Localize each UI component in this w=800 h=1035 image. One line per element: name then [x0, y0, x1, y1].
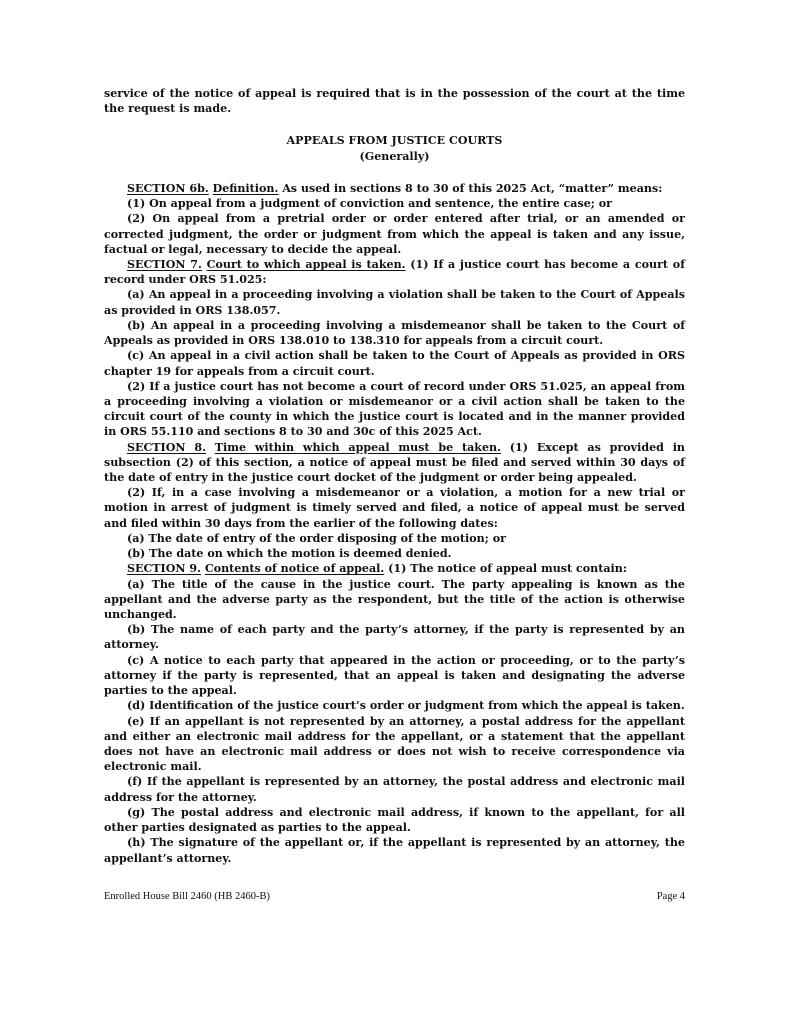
section-item: (g) The postal address and electronic mail address, if known to the appellant, for all other parties designated as parties to the appeal. — [104, 805, 685, 835]
section-item: (c) A notice to each party that appeared in the action or proceeding, or to the party’s attorney if the party is represented, that an appeal is taken and designating the adverse parties to the appeal. — [104, 653, 685, 698]
section-text: As used in sections 8 to 30 of this 2025 Act, “matter” means: — [282, 181, 663, 195]
section-item: (h) The signature of the appellant or, if the appellant is represented by an attorney, the appellant’s attorney. — [104, 836, 685, 865]
section-item: (b) An appeal in a proceeding involving a misdemeanor shall be taken to the Court of Appeals as provided in ORS 138.010 to 138.310 for appeals from a circuit court. — [104, 318, 685, 348]
section-item: (b) The date on which the motion is deemed denied. — [127, 547, 452, 561]
section-9 — [104, 561, 685, 576]
section-item: (a) An appeal in a proceeding involving a violation shall be taken to the Court of Appeals as provided in ORS 138.057. — [104, 288, 685, 317]
section-7 — [104, 257, 685, 287]
section-item: (e) If an appellant is not represented by an attorney, a postal address for the appellant and either an electronic mail address for the appellant, or a statement that the appellant does not have an electronic mail address or does not wish to receive correspondence via electronic mail. — [104, 714, 685, 774]
section-item: (d) Identification of the justice court’s order or judgment from which the appeal is taken. — [127, 699, 685, 713]
section-caption: Time within which appeal must be taken. — [214, 440, 501, 454]
page-footer — [104, 891, 685, 905]
section-item: (2) If, in a case involving a misdemeanor or a violation, a motion for a new trial or motion in arrest of judgment is timely served and filed, a notice of appeal must be served and filed within 30 days from the earlier of the following dates: — [104, 486, 685, 530]
intro-paragraph: service of the notice of appeal is required that is in the possession of the court at the time the request is made. — [104, 87, 685, 116]
section-caption: Definition. — [212, 181, 279, 195]
section-item: (2) On appeal from a pretrial order or order entered after trial, or an amended or corrected judgment, the order or judgment from which the appeal is taken and any issue, factual or legal, necessary to decide the appeal. — [104, 212, 685, 256]
section-8 — [104, 440, 685, 486]
heading-title: APPEALS FROM JUSTICE COURTS — [286, 134, 503, 148]
section-6b — [104, 181, 685, 196]
section-text: (1) Except as provided in subsection (2) of this section, a notice of appeal must be filed and served within 30 days of the date of entry in the justice court docket of the judgment or order being appealed. — [104, 440, 685, 485]
section-text: (1) If a justice court has become a court of record under ORS 51.025: — [104, 257, 685, 287]
section-caption: Contents of notice of appeal. — [204, 562, 385, 576]
section-item: (b) The name of each party and the party’s attorney, if the party is represented by an attorney. — [104, 623, 685, 652]
section-item: (1) On appeal from a judgment of conviction and sentence, the entire case; or — [127, 197, 612, 211]
section-item: (c) An appeal in a civil action shall be taken to the Court of Appeals as provided in ORS chapter 19 for appeals from a circuit court. — [104, 349, 685, 378]
footer-bill-id: Enrolled House Bill 2460 (HB 2460-B) — [104, 891, 270, 902]
section-item: (f) If the appellant is represented by an attorney, the postal address and electronic mail address for the attorney. — [104, 775, 685, 804]
section-number: SECTION 8. — [127, 440, 206, 454]
heading-subtitle: (Generally) — [359, 149, 430, 163]
document-body — [104, 86, 685, 866]
section-text: (1) The notice of appeal must contain: — [388, 562, 627, 576]
section-item: (2) If a justice court has not become a court of record under ORS 51.025, an appeal from a proceeding involving a violation or misdemeanor or a civil action shall be taken to the circuit court of the county in which the justice court is located and in the manner provided in ORS 55.110 and sections 8 to 30 and 30c of this 2025 Act. — [104, 379, 685, 439]
section-number: SECTION 9. — [127, 562, 201, 576]
section-number: SECTION 7. — [127, 257, 202, 271]
section-caption: Court to which appeal is taken. — [206, 257, 406, 271]
section-item: (a) The date of entry of the order disposing of the motion; or — [127, 531, 506, 545]
section-number: SECTION 6b. — [127, 181, 209, 195]
footer-page-number: Page 4 — [656, 891, 685, 902]
section-item: (a) The title of the cause in the justice court. The party appealing is known as the appellant and the adverse party as the respondent, but the title of the action is otherwise unchanged. — [104, 577, 685, 621]
